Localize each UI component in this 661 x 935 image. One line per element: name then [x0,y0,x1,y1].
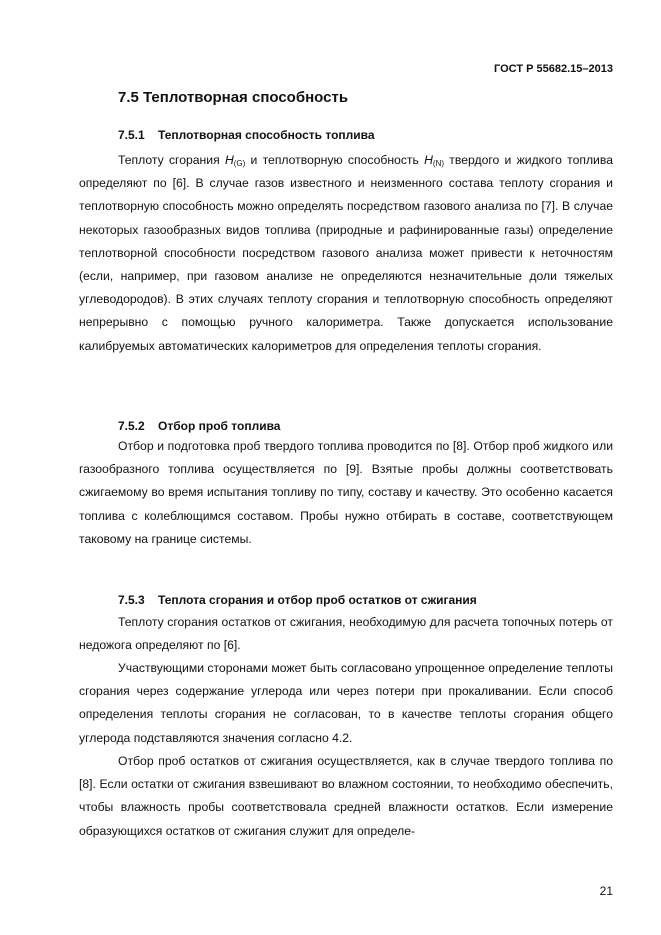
paragraph-residue-heat: Теплоту сгорания остатков от сжигания, необходимую для расчета топочных потерь от недожога определяют по [6]. [79,615,613,653]
subsection-heading-7-5-1 [118,128,375,142]
subsection-number: 7.5.1 [118,128,145,142]
text-run: твердого и жидкого топлива определяют по [6]. В случае газов известного и неизменного состава теплоту сгорания и теплотворную способность можно определять посредством газового анализа по [7]. В случае некоторых газообразных видов топлива (природные и рафинированные газы) определение теплотворной способности посредством газового анализа может привести к неточностям (если, например, при газовом анализе не определяются незначительные доли тяжелых углеводородов). В этих случаях теплоту сгорания и теплотворную способность определяют непрерывно с помощью ручного калориметра. Также допускается использование калибруемых автоматических калориметров для определения теплоты сгорания. [79,153,613,353]
subsection-heading-7-5-3 [118,593,477,607]
subscript-g: (G) [233,159,246,168]
symbol-h: H [224,153,234,167]
subsection-title: Теплотворная способность топлива [158,128,375,142]
page-number: 21 [599,884,613,898]
subsection-number: 7.5.2 [118,419,145,433]
subscript-n: (N) [432,159,445,168]
subsection-title: Отбор проб топлива [158,419,281,433]
symbol-h: H [424,153,433,167]
text-run: Теплоту сгорания [118,153,225,167]
subsection-title: Теплота сгорания и отбор проб остатков от сжигания [158,593,477,607]
paragraph-residue-sampling: Отбор проб остатков от сжигания осуществляется, как в случае твердого топлива по [8]. Если остатки от сжигания взвешивают во влажном состоянии, то необходимо обеспечить, чтобы влажность пробы соответствовала средней влажности остатков. Если измерение образующихся остатков от сжигания служит для определе- [79,754,613,838]
paragraph-simplified-determination: Участвующими сторонами может быть согласовано упрощенное определение теплоты сгорания через содержание углерода или через потери при прокаливании. Если способ определения теплоты сгорания не согласован, то в качестве теплоты сгорания общего углерода подставляются значения согласно 4.2. [79,661,614,745]
paragraph-fuel-sampling: Отбор и подготовка проб твердого топлива проводится по [8]. Отбор проб жидкого или газообразного топлива осуществляется по [9]. Взятые пробы должны соответствовать сжигаемому во время испытания топливу по типу, составу и качеству. Это особенно касается топлива с колеблющимся составом. Пробы нужно отбирать в составе, соответствующем таковому на границе системы. [79,439,613,546]
text-run: и теплотворную способность [245,153,425,167]
subsection-heading-7-5-2 [118,419,280,433]
document-header: ГОСТ Р 55682.15–2013 [494,63,613,75]
section-title: 7.5 Теплотворная способность [118,89,349,106]
paragraph-heat-of-combustion [79,149,613,358]
subsection-number: 7.5.3 [118,593,145,607]
